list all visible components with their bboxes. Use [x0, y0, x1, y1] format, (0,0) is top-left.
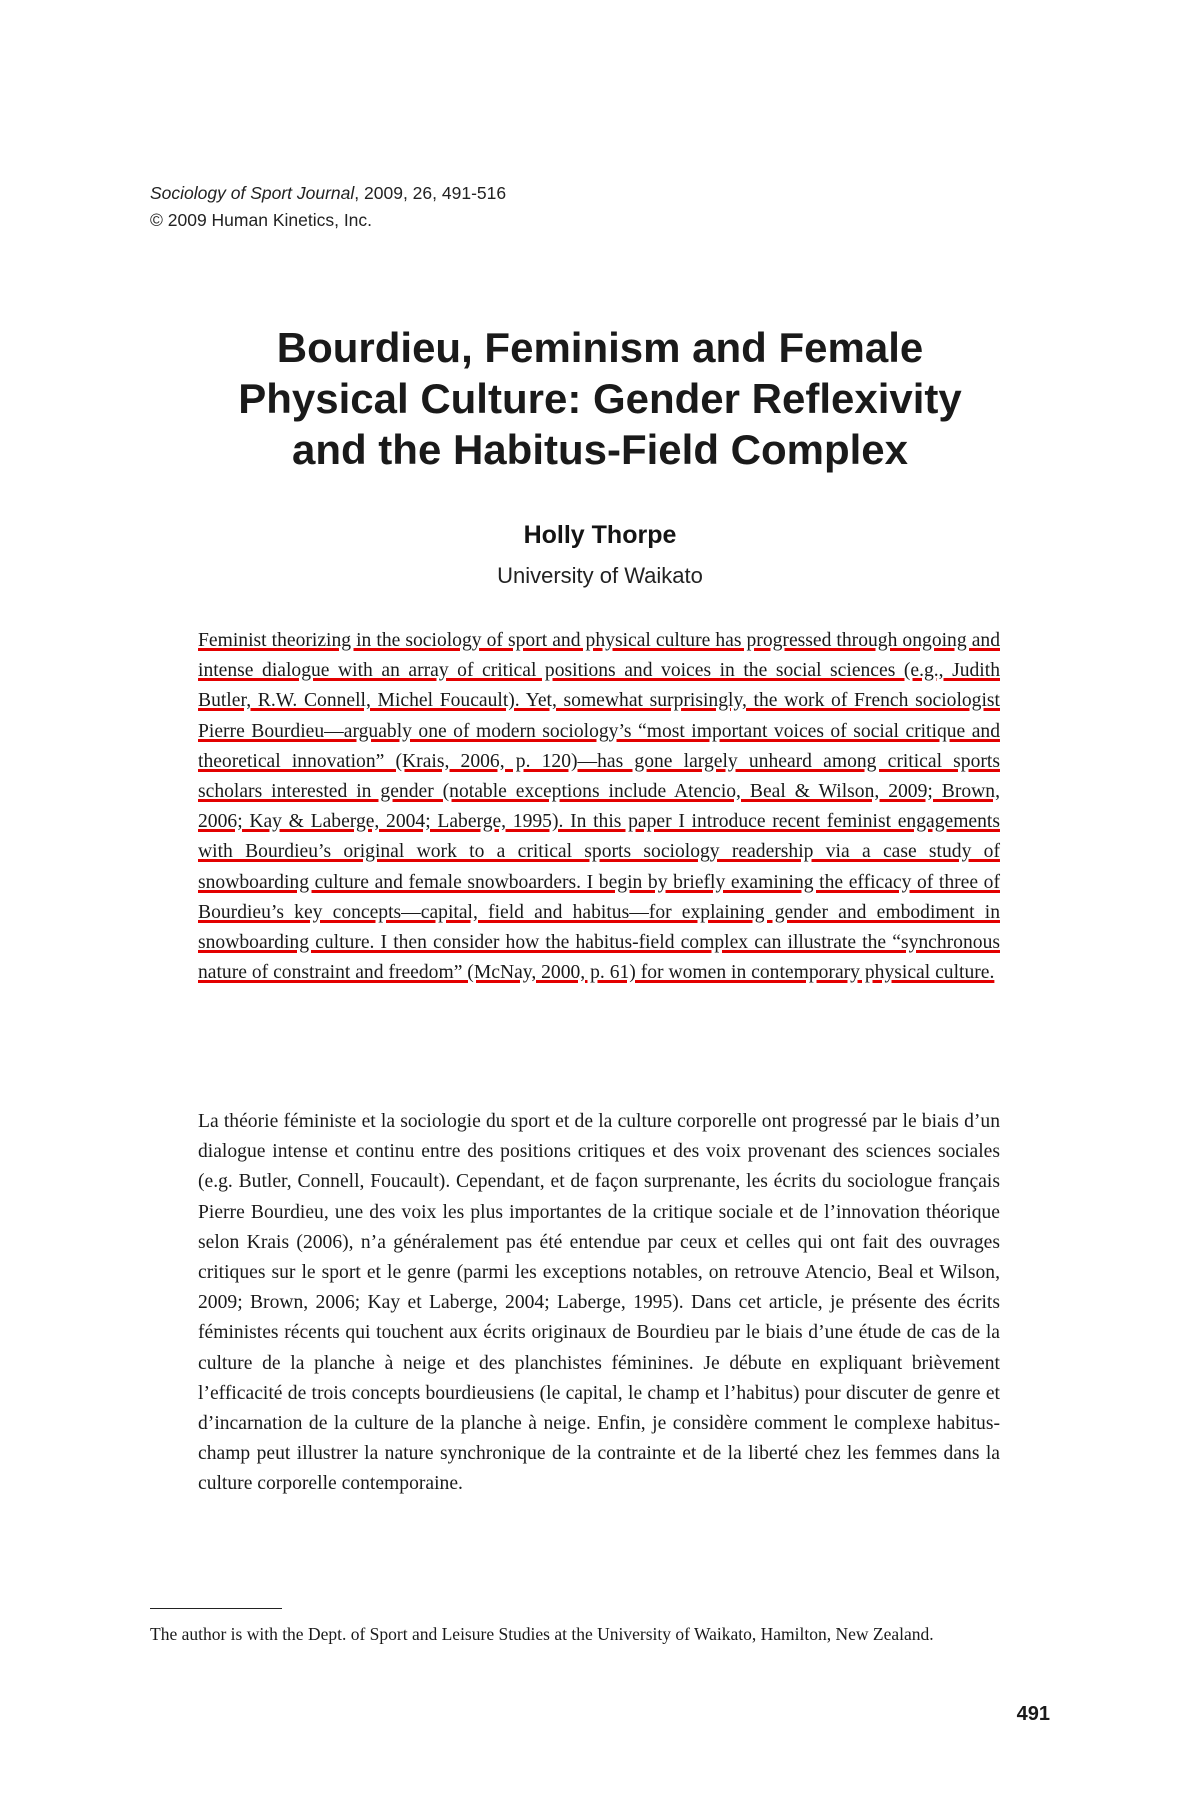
title-line: and the Habitus-Field Complex	[291, 426, 909, 473]
article-title	[140, 322, 1060, 475]
copyright-line: © 2009 Human Kinetics, Inc.	[150, 210, 373, 230]
author-footnote: The author is with the Dept. of Sport and Leisure Studies at the University of Waikato, Hamilton, New Zealand.	[150, 1624, 934, 1644]
author-name: Holly Thorpe	[523, 521, 677, 549]
author-affiliation: University of Waikato	[497, 563, 703, 588]
title-line: Bourdieu, Feminism and Female	[276, 324, 924, 371]
highlighted-abstract-text: Feminist theorizing in the sociology of sport and physical culture has progressed through ongoing and intense dialogue with an array of critical positions and voices in the social sciences (e.g., Judith Butler, R.W. Connell, Michel Foucault). Yet, somewhat surprisingly, the work of French sociologist Pierre Bourdieu—arguably one of modern sociology’s “most important voices of social critique and theoretical innovation” (Krais, 2006, p. 120)—has gone largely unheard among critical sports scholars interested in gender (notable exceptions include Atencio, Beal & Wilson, 2009; Brown, 2006; Kay & Laberge, 2004; Laberge, 1995). In this paper I introduce recent feminist engagements with Bourdieu’s original work to a critical sports sociology readership via a case study of snowboarding culture and female snowboarders. I begin by briefly examining the efficacy of three of Bourdieu’s key concepts—capital, field and habitus—for explaining gender and embodiment in snowboarding culture. I then consider how the habitus-field complex can illustrate the “synchronous nature of constraint and freedom” (McNay, 2000, p. 61) for women in contemporary physical culture.	[198, 630, 1000, 984]
footnote-divider	[150, 1608, 282, 1609]
abstract-french: La théorie féministe et la sociologie du sport et de la culture corporelle ont progressé par le biais d’un dialogue intense et continu entre des positions critiques et des voix provenant des sciences sociales (e.g. Butler, Connell, Foucault). Cependant, et de façon surprenante, les écrits du sociologue français Pierre Bourdieu, une des voix les plus importantes de la critique sociale et de l’innovation théorique selon Krais (2006), n’a généralement pas été entendue par ceux et celles qui ont fait des ouvrages critiques sur le sport et le genre (parmi les exceptions notables, on retrouve Atencio, Beal et Wilson, 2009; Brown, 2006; Kay et Laberge, 2004; Laberge, 1995). Dans cet article, je présente des écrits féministes récents qui touchent aux écrits originaux de Bourdieu par le biais d’une étude de cas de la culture de la planche à neige et des planchistes féminines. Je débute en expliquant brièvement l’efficacité de trois concepts bourdieusiens (le capital, le champ et l’habitus) pour discuter de genre et d’incarnation de la culture de la planche à neige. Enfin, je considère comment le complexe habitus-champ peut illustrer la nature synchronique de la contrainte et de la liberté chez les femmes dans la culture corporelle contemporaine.	[198, 1111, 1000, 1495]
journal-citation	[150, 180, 506, 207]
title-line: Physical Culture: Gender Reflexivity	[238, 375, 962, 422]
journal-name: Sociology of Sport Journal	[150, 183, 355, 203]
journal-details: , 2009, 26, 491-516	[354, 183, 507, 203]
abstract-english	[198, 626, 1000, 988]
journal-header	[150, 180, 506, 234]
page-number: 491	[1016, 1703, 1050, 1725]
